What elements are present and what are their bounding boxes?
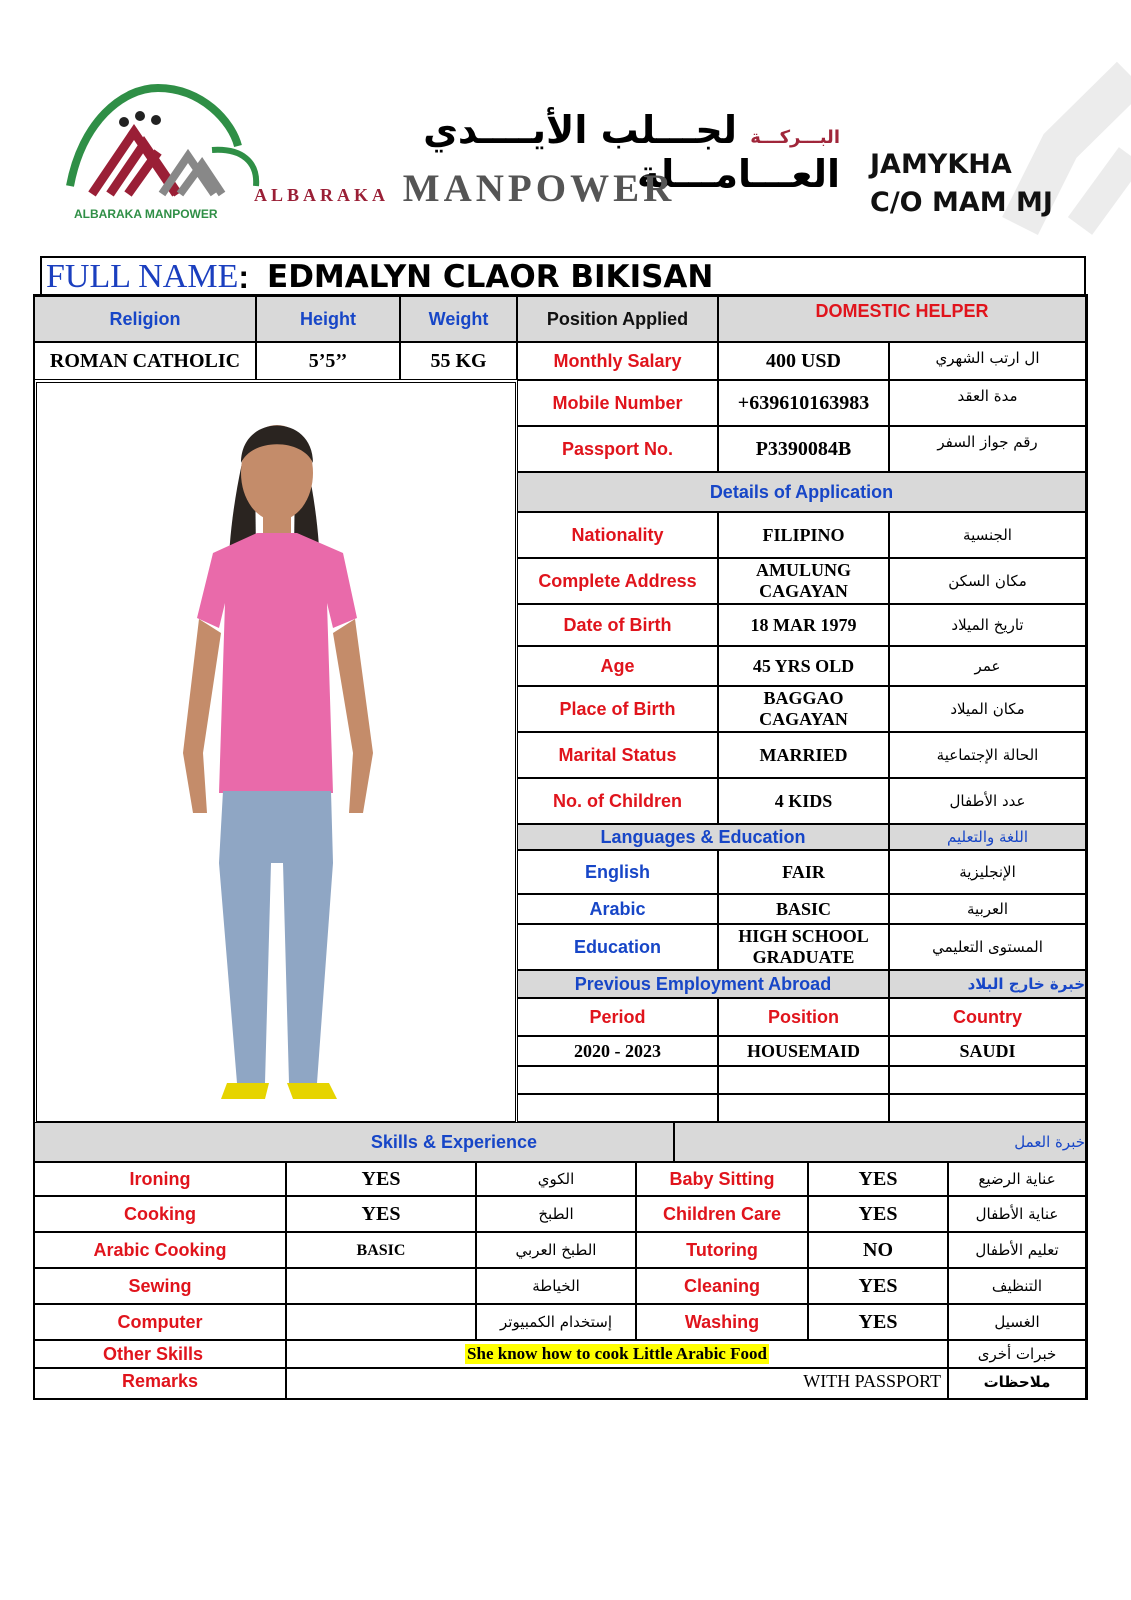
language-value: BASIC: [718, 894, 889, 924]
detail-value: 45 YRS OLD: [718, 646, 889, 686]
skill-arabic: الغسيل: [948, 1304, 1086, 1340]
skill-value: NO: [808, 1232, 948, 1268]
remarks-value: WITH PASSPORT: [286, 1368, 948, 1400]
contract-label: Passport No.: [517, 426, 718, 472]
logo-caption: ALBARAKA MANPOWER: [74, 207, 218, 221]
skill-arabic: التنظيف: [948, 1268, 1086, 1304]
other-skills-text: She know how to cook Little Arabic Food: [467, 1344, 767, 1363]
skill-value: YES: [808, 1268, 948, 1304]
remarks-label: Remarks: [34, 1368, 286, 1400]
english-company-name: [254, 166, 675, 211]
remarks-arabic: ملاحظات: [948, 1368, 1086, 1400]
skill-label: Cooking: [34, 1196, 286, 1232]
detail-arabic: تاريخ الميلاد: [889, 604, 1086, 646]
contract-label: Mobile Number: [517, 380, 718, 426]
employment-empty-cell: [517, 1094, 718, 1122]
skill-arabic: الطبخ: [476, 1196, 636, 1232]
employment-empty-cell: [718, 1094, 889, 1122]
skills-header-arabic: خبرة العمل: [674, 1122, 1086, 1162]
skill-arabic: الكوي: [476, 1162, 636, 1196]
skill-arabic: عناية الرضيع: [948, 1162, 1086, 1196]
detail-label: Complete Address: [517, 558, 718, 604]
religion-value: ROMAN CATHOLIC: [34, 342, 256, 380]
applicant-photo: [36, 382, 516, 1122]
skill-label: Computer: [34, 1304, 286, 1340]
employment-header-arabic: خبرة خارج البلاد: [889, 970, 1086, 998]
skill-value: YES: [286, 1196, 476, 1232]
language-arabic: المستوى التعليمي: [889, 924, 1086, 970]
contract-value: 400 USD: [718, 342, 889, 380]
skill-label: Ironing: [34, 1162, 286, 1196]
col-country: Country: [889, 998, 1086, 1036]
contract-arabic: مدة العقد: [889, 380, 1086, 426]
arabic-title-black: لجـــلب الأيــــدي العـــامـــلة: [423, 108, 840, 196]
detail-value: MARRIED: [718, 732, 889, 778]
full-name-row: [40, 256, 1086, 298]
detail-value: 18 MAR 1979: [718, 604, 889, 646]
brand-red: ALBARAKA: [254, 185, 390, 205]
contract-value: P3390084B: [718, 426, 889, 472]
brand-gray: MANPOWER: [402, 167, 676, 210]
details-header: Details of Application: [517, 472, 1086, 512]
employment-empty-cell: [889, 1094, 1086, 1122]
employment-header: Previous Employment Abroad: [517, 970, 889, 998]
skill-arabic: تعليم الأطفال: [948, 1232, 1086, 1268]
weight-header: Weight: [400, 296, 517, 342]
detail-label: No. of Children: [517, 778, 718, 824]
employment-position: HOUSEMAID: [718, 1036, 889, 1066]
client-info: [870, 146, 1053, 222]
position-applied-header: Position Applied: [517, 296, 718, 342]
skill-label: Tutoring: [636, 1232, 808, 1268]
detail-value: AMULUNG CAGAYAN: [718, 558, 889, 604]
other-skills-arabic: خبرات أخرى: [948, 1340, 1086, 1368]
skill-value: YES: [808, 1304, 948, 1340]
detail-value: FILIPINO: [718, 512, 889, 558]
full-name-value: EDMALYN CLAOR BIKISAN: [267, 259, 714, 295]
client-line-2: C/O MAM MJ: [870, 187, 1053, 218]
arabic-title-red: البـــركـــة: [750, 127, 840, 148]
languages-header: Languages & Education: [517, 824, 889, 850]
language-value: FAIR: [718, 850, 889, 894]
language-label: English: [517, 850, 718, 894]
col-position: Position: [718, 998, 889, 1036]
contract-arabic: رقم جواز السفر: [889, 426, 1086, 472]
skill-label: Children Care: [636, 1196, 808, 1232]
skill-value: [286, 1268, 476, 1304]
company-logo: [62, 82, 262, 230]
detail-arabic: عمر: [889, 646, 1086, 686]
skill-label: Cleaning: [636, 1268, 808, 1304]
language-arabic: العربية: [889, 894, 1086, 924]
detail-label: Nationality: [517, 512, 718, 558]
detail-label: Date of Birth: [517, 604, 718, 646]
skill-label: Arabic Cooking: [34, 1232, 286, 1268]
detail-arabic: الجنسية: [889, 512, 1086, 558]
detail-label: Marital Status: [517, 732, 718, 778]
skill-label: Sewing: [34, 1268, 286, 1304]
full-name-colon: :: [238, 258, 250, 295]
skill-arabic: الخياطة: [476, 1268, 636, 1304]
language-label: Education: [517, 924, 718, 970]
weight-value: 55 KG: [400, 342, 517, 380]
skill-value: BASIC: [286, 1232, 476, 1268]
client-line-1: JAMYKHA: [870, 149, 1012, 180]
detail-label: Age: [517, 646, 718, 686]
other-skills-value: [286, 1340, 948, 1368]
person-figure: [137, 393, 417, 1113]
skills-header: Skills & Experience: [34, 1122, 674, 1162]
detail-arabic: مكان الميلاد: [889, 686, 1086, 732]
detail-value: BAGGAO CAGAYAN: [718, 686, 889, 732]
position-applied-value: DOMESTIC HELPER: [718, 296, 1086, 342]
skill-arabic: عناية الأطفال: [948, 1196, 1086, 1232]
skill-value: YES: [808, 1196, 948, 1232]
skill-label: Baby Sitting: [636, 1162, 808, 1196]
language-arabic: الإنجليزية: [889, 850, 1086, 894]
employment-country: SAUDI: [889, 1036, 1086, 1066]
height-value: 5’5’’: [256, 342, 400, 380]
skill-value: YES: [808, 1162, 948, 1196]
employment-empty-cell: [718, 1066, 889, 1094]
skill-value: [286, 1304, 476, 1340]
full-name-label: FULL NAME: [46, 258, 239, 295]
other-skills-label: Other Skills: [34, 1340, 286, 1368]
height-header: Height: [256, 296, 400, 342]
skill-label: Washing: [636, 1304, 808, 1340]
languages-header-arabic: اللغة والتعليم: [889, 824, 1086, 850]
contract-arabic: ال ارتب الشهري: [889, 342, 1086, 380]
employment-empty-cell: [517, 1066, 718, 1094]
contract-label: Monthly Salary: [517, 342, 718, 380]
col-period: Period: [517, 998, 718, 1036]
skill-arabic: الطبخ العربي: [476, 1232, 636, 1268]
employment-empty-cell: [889, 1066, 1086, 1094]
skill-arabic: إستخدام الكمبيوتر: [476, 1304, 636, 1340]
language-label: Arabic: [517, 894, 718, 924]
contract-value: +639610163983: [718, 380, 889, 426]
detail-arabic: مكان السكن: [889, 558, 1086, 604]
detail-arabic: عدد الأطفال: [889, 778, 1086, 824]
detail-value: 4 KIDS: [718, 778, 889, 824]
language-value: HIGH SCHOOL GRADUATE: [718, 924, 889, 970]
detail-label: Place of Birth: [517, 686, 718, 732]
skill-value: YES: [286, 1162, 476, 1196]
employment-period: 2020 - 2023: [517, 1036, 718, 1066]
religion-header: Religion: [34, 296, 256, 342]
detail-arabic: الحالة الإجتماعية: [889, 732, 1086, 778]
